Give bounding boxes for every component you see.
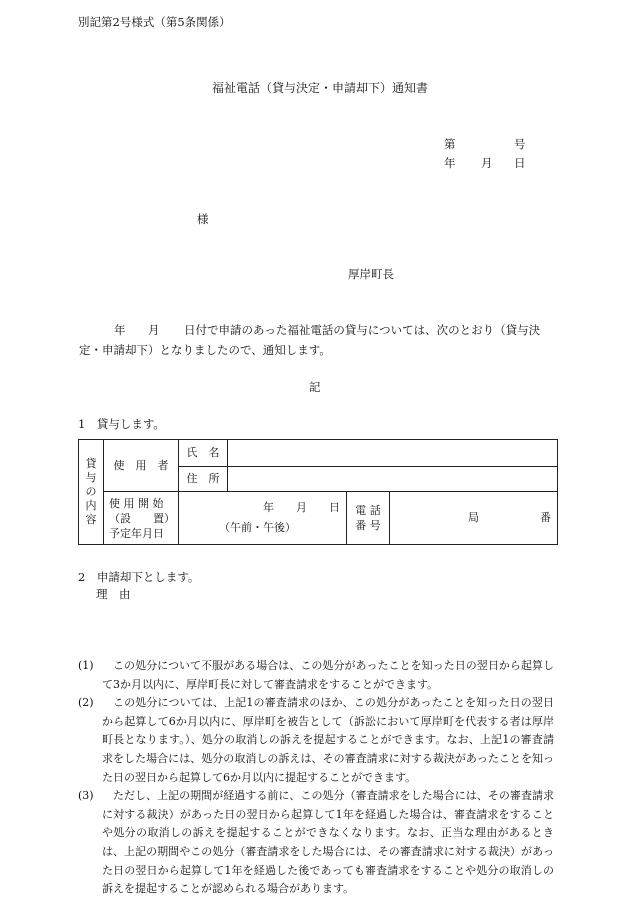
appeal-notes	[78, 657, 554, 899]
reason-label: 理 由	[96, 587, 131, 601]
loan-details-table	[78, 439, 558, 545]
note-item	[78, 657, 554, 694]
address-value-cell[interactable]	[228, 467, 558, 492]
intro-line2: 定・申請却下）となりましたので、通知します。	[79, 343, 331, 357]
note-text: ただし、上記の期間が経過する前に、この処分（審査請求をした場合には、その審査請求に対する裁決）があった日の翌日から起算して1年を経過した場合は、審査請求をすることや処分の取消しの訴えを提起することができなくなります。なお、正当な理由があるときは、上記の期間やこの処分（審査請求をした場合には、その審査請求に対する裁決）があった日の翌日から起算して1年を経過した後であっても審査請求をすることや処分の取消しの訴えを提起することが認められる場合があります。	[102, 789, 554, 896]
date-year: 年	[444, 156, 456, 170]
address-label: 住 所	[179, 467, 228, 492]
form-number: 別記第2号様式（第5条関係）	[78, 15, 231, 29]
note-text: この処分について不服がある場合は、この処分があったことを知った日の翌日から起算して3か月以内に、厚岸町長に対して審査請求をすることができます。	[102, 659, 554, 691]
ban-label: 番	[540, 511, 552, 524]
note-number: (3)	[78, 789, 94, 803]
document-title: 福祉電話（貸与決定・申請却下）通知書	[212, 81, 429, 95]
note-item	[78, 694, 554, 787]
section1-heading: 1 貸与します。	[78, 417, 165, 431]
name-label: 氏 名	[179, 440, 228, 467]
intro-year: 年	[114, 323, 126, 337]
name-value-cell[interactable]	[228, 440, 558, 467]
ki-label: 記	[309, 380, 321, 394]
note-item	[78, 787, 554, 899]
section2-heading: 2 申請却下とします。	[78, 570, 200, 584]
issuer-name: 厚岸町長	[348, 267, 394, 281]
note-text: この処分については、上記1の審査請求のほか、この処分があったことを知った日の翌日から起算して6か月以内に、厚岸町を被告として（訴訟において厚岸町を代表する者は厚岸町長となります。）、処分の取消しの訴えを提起することができます。なお、上記1の審査請求をした場合には、処分の取消しの訴えは、その審査請求に対する裁決があったことを知った日の翌日から起算して6か月以内に提起することができます。	[102, 696, 554, 784]
reference-gou: 号	[514, 137, 526, 151]
date-day: 日	[514, 156, 526, 170]
kyoku-label: 局	[468, 511, 479, 524]
start-date-value-cell[interactable]	[179, 492, 347, 545]
intro-rest: 日付で申請のあった福祉電話の貸与については、次のとおり（貸与決	[184, 323, 541, 337]
note-number: (1)	[78, 659, 94, 672]
intro-month: 月	[148, 323, 160, 337]
recipient-sama: 様	[197, 212, 209, 226]
date-month: 月	[481, 156, 493, 170]
side-label: 貸 与 の 内 容	[79, 440, 104, 545]
ampm-text: （午前・午後）	[219, 521, 296, 534]
phone-value-cell[interactable]	[390, 492, 558, 545]
note-number: (2)	[78, 696, 94, 710]
start-date-label: 使 用 開 始 （設 置） 予定年月日	[104, 492, 179, 545]
reference-dai: 第	[444, 137, 456, 151]
phone-label: 電 話 番 号	[347, 492, 390, 545]
start-date-text: 年 月 日	[263, 501, 340, 514]
user-label: 使 用 者	[104, 440, 179, 492]
